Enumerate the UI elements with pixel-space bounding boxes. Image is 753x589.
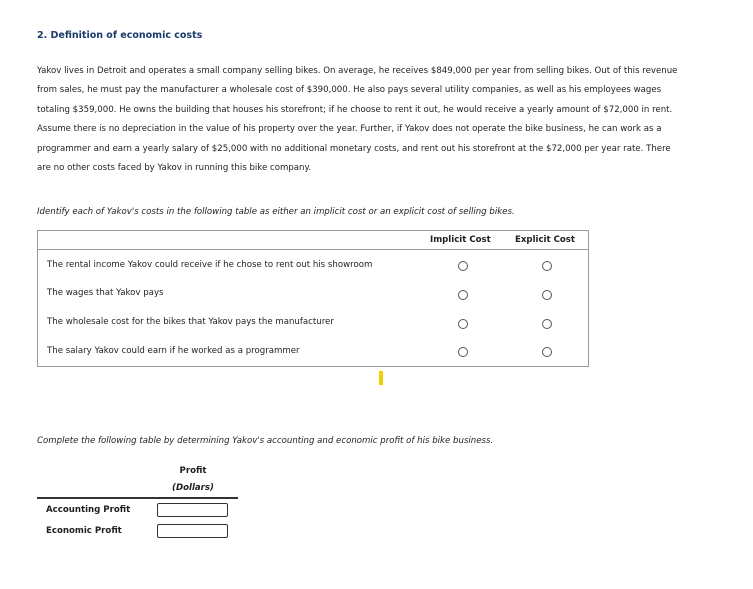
cost-table-instruction: Identify each of Yakov's costs in the following table as either an implicit cost or an explicit cost of selling bikes.: [37, 207, 515, 217]
radio-rental-income-explicit[interactable]: [542, 261, 552, 271]
cost-row-label-rental-income: The rental income Yakov could receive if he chose to rent out his showroom: [47, 260, 373, 270]
cost-row-label-wholesale-cost: The wholesale cost for the bikes that Yakov pays the manufacturer: [47, 317, 334, 327]
cost-row-label-programmer-salary: The salary Yakov could earn if he worked as a programmer: [47, 346, 300, 356]
profit-column-header: Profit: [179, 466, 207, 476]
paragraph-line: programmer and earn a yearly salary of $25,000 with no additional monetary costs, and rent out his storefront at the $72,000 per year rate. There: [37, 143, 671, 154]
cost-classification-table: [37, 230, 589, 367]
profit-table-instruction: Complete the following table by determining Yakov's accounting and economic profit of his bike business.: [37, 436, 494, 446]
profit-table-rule: [37, 497, 238, 499]
table-header-divider: [38, 249, 588, 250]
radio-wholesale-cost-explicit[interactable]: [542, 319, 552, 329]
economic-profit-label: Economic Profit: [46, 526, 122, 536]
radio-rental-income-implicit[interactable]: [458, 261, 468, 271]
radio-wholesale-cost-implicit[interactable]: [458, 319, 468, 329]
text-cursor-marker: [379, 371, 383, 385]
cost-row-label-wages: The wages that Yakov pays: [47, 288, 164, 298]
radio-programmer-salary-implicit[interactable]: [458, 347, 468, 357]
paragraph-line: totaling $359,000. He owns the building that houses his storefront; if he choose to rent it out, he would receive a yearly amount of $72,000 in rent.: [37, 104, 673, 115]
accounting-profit-input[interactable]: [157, 503, 228, 517]
paragraph-line: Assume there is no depreciation in the value of his property over the year. Further, if Yakov does not operate the bike business, he can work as a: [37, 124, 662, 135]
question-heading: 2. Definition of economic costs: [37, 30, 203, 41]
paragraph-line: Yakov lives in Detroit and operates a small company selling bikes. On average, he receives $849,000 per year from selling bikes. Out of this revenue: [37, 66, 678, 76]
accounting-profit-label: Accounting Profit: [46, 505, 131, 515]
paragraph-line: from sales, he must pay the manufacturer a wholesale cost of $390,000. He also pays several utility companies, as well as his employees wages: [37, 85, 662, 96]
problem-paragraph: [37, 62, 753, 178]
paragraph-line: are no other costs faced by Yakov in running this bike company.: [37, 162, 312, 173]
radio-programmer-salary-explicit[interactable]: [542, 347, 552, 357]
implicit-cost-header: Implicit Cost: [430, 235, 491, 245]
radio-wages-explicit[interactable]: [542, 290, 552, 300]
economic-profit-input[interactable]: [157, 524, 228, 538]
explicit-cost-header: Explicit Cost: [515, 235, 576, 245]
radio-wages-implicit[interactable]: [458, 290, 468, 300]
profit-units-header: (Dollars): [172, 483, 214, 493]
